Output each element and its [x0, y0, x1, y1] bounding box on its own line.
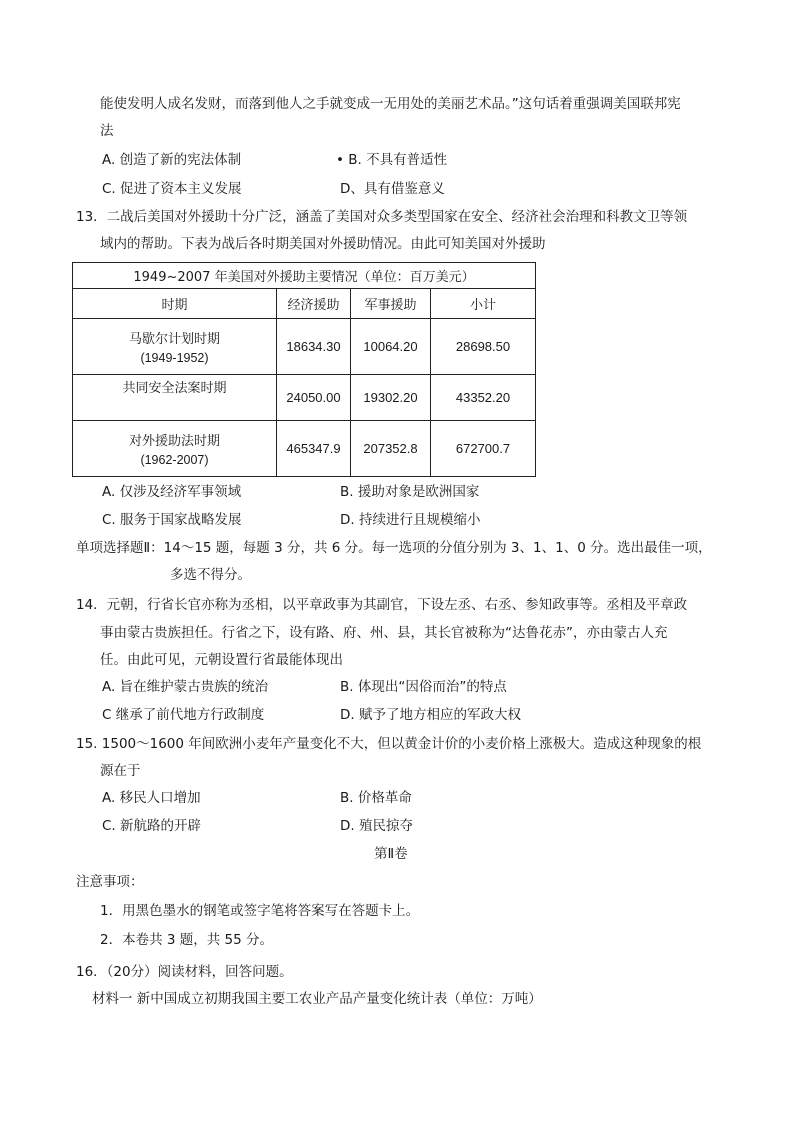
- section2-instruction-line2: 多选不得分。: [170, 567, 251, 583]
- period-years: (1962-2007): [140, 453, 209, 467]
- q12-stem-line2: 法: [100, 123, 114, 139]
- q13-stem-line1: 13．二战后美国对外援助十分广泛，涵盖了美国对众多类型国家在安全、经济社会治理和科教文卫等领: [76, 209, 688, 225]
- subtotal-value: 28698.50: [431, 319, 536, 375]
- header-economic-aid: 经济援助: [277, 289, 351, 319]
- table-caption: 1949~2007 年美国对外援助主要情况（单位：百万美元）: [73, 263, 536, 289]
- period-name: 共同安全法案时期: [122, 381, 227, 396]
- period-name: 对外援助法时期: [128, 434, 220, 449]
- q12-stem-line1: 能使发明人成名发财，而落到他人之手就变成一无用处的美丽艺术品。”这句话着重强调美国联邦宪: [100, 96, 681, 112]
- section2-instruction-line1: 单项选择题Ⅱ：14～15 题，每题 3 分，共 6 分。每一选项的分值分别为 3、1、1、0 分。选出最佳一项，: [76, 540, 712, 556]
- q14-stem-line3: 任。由此可见，元朝设置行省最能体现出: [100, 652, 343, 668]
- header-period: 时期: [73, 289, 277, 319]
- us-aid-table: [72, 262, 536, 477]
- q12-option-a: A. 创造了新的宪法体制: [102, 152, 242, 168]
- q15-option-a: A. 移民人口增加: [102, 790, 201, 806]
- period-name: 马歇尔计划时期: [128, 332, 220, 347]
- q14-option-b: B. 体现出“因俗而治”的特点: [340, 679, 507, 695]
- q12-option-b: • B. 不具有普适性: [336, 152, 448, 168]
- table-row: [73, 319, 536, 375]
- q14-option-c: C 继承了前代地方行政制度: [102, 707, 265, 723]
- header-subtotal: 小计: [431, 289, 536, 319]
- q15-stem-line2: 源在于: [100, 763, 141, 779]
- q13-option-b: B. 援助对象是欧洲国家: [340, 484, 480, 500]
- q12-option-c: C. 促进了资本主义发展: [102, 181, 242, 197]
- q13-option-c: C. 服务于国家战略发展: [102, 512, 242, 528]
- economic-aid-value: 24050.00: [277, 375, 351, 421]
- q13-option-d: D. 持续进行且规模缩小: [340, 512, 481, 528]
- q15-option-d: D. 殖民掠夺: [340, 818, 413, 834]
- table-row: [73, 375, 536, 421]
- economic-aid-value: 465347.9: [277, 421, 351, 477]
- period-cell: [73, 421, 277, 477]
- q13-stem-line2: 域内的帮助。下表为战后各时期美国对外援助情况。由此可知美国对外援助: [100, 236, 546, 252]
- notice-item-2: 2．本卷共 3 题，共 55 分。: [100, 932, 274, 948]
- economic-aid-value: 18634.30: [277, 319, 351, 375]
- q13-option-a: A. 仅涉及经济军事领域: [102, 484, 242, 500]
- subtotal-value: 43352.20: [431, 375, 536, 421]
- notice-item-1: 1．用黑色墨水的钢笔或签字笔将答案写在答题卡上。: [100, 903, 420, 919]
- military-aid-value: 207352.8: [351, 421, 431, 477]
- period-cell: [73, 375, 277, 421]
- header-military-aid: 军事援助: [351, 289, 431, 319]
- period-years: (1949-1952): [140, 351, 209, 365]
- q15-stem-line1: 15. 1500～1600 年间欧洲小麦年产量变化不大，但以黄金计价的小麦价格上涨极大。造成这种现象的根: [76, 736, 702, 752]
- table-row: [73, 421, 536, 477]
- military-aid-value: 19302.20: [351, 375, 431, 421]
- q12-option-d: D、具有借鉴意义: [340, 181, 445, 197]
- notice-title: 注意事项：: [76, 874, 144, 890]
- q15-option-b: B. 价格革命: [340, 790, 412, 806]
- part2-title: 第Ⅱ卷: [374, 846, 408, 862]
- q14-stem-line2: 事由蒙古贵族担任。行省之下，设有路、府、州、县，其长官被称为“达鲁花赤”，亦由蒙古人充: [100, 625, 668, 641]
- q16-material1-title: 材料一 新中国成立初期我国主要工农业产品产量变化统计表（单位：万吨）: [92, 991, 542, 1007]
- q14-option-a: A. 旨在维护蒙古贵族的统治: [102, 679, 269, 695]
- period-cell: [73, 319, 277, 375]
- subtotal-value: 672700.7: [431, 421, 536, 477]
- military-aid-value: 10064.20: [351, 319, 431, 375]
- q16-stem-line1: 16．（20分）阅读材料，回答问题。: [76, 964, 293, 980]
- q14-stem-line1: 14．元朝，行省长官亦称为丞相，以平章政事为其副官，下设左丞、右丞、参知政事等。丞相及平章政: [76, 597, 688, 613]
- q15-option-c: C. 新航路的开辟: [102, 818, 202, 834]
- q14-option-d: D. 赋予了地方相应的军政大权: [340, 707, 521, 723]
